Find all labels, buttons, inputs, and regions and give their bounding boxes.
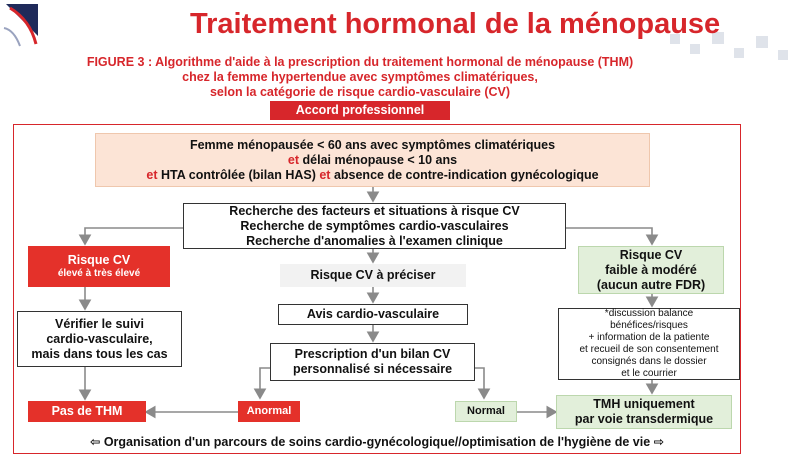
high-risk-line: élevé à très élevé [57, 268, 141, 279]
cv-advice-box: Avis cardio-vasculaire [278, 304, 468, 325]
cv-research-box [183, 203, 566, 249]
discussion-line: + information de la patiente [588, 332, 710, 343]
tmh-transdermal-box [556, 395, 732, 429]
verify-line: mais dans tous les cas [31, 346, 168, 361]
care-pathway-footer: ⇦ Organisation d'un parcours de soins cardio-gynécologique//optimisation de l'hygiène de vie ⇨ [89, 434, 665, 449]
prescription-line: personnalisé si nécessaire [292, 362, 453, 376]
start-line-1: Femme ménopausée < 60 ans avec symptômes climatériques [189, 137, 556, 152]
high-risk-line: Risque CV [67, 253, 131, 267]
arrow-research-to-low-risk [566, 228, 652, 244]
prescription-line: Prescription d'un bilan CV [294, 347, 451, 361]
discussion-line: et le courrier [621, 368, 677, 379]
research-line: Recherche des facteurs et situations à risque CV [229, 203, 520, 218]
research-line: Recherche de symptômes cardio-vasculaires [240, 218, 509, 233]
and-keyword: et [319, 167, 331, 182]
start-line-3 [146, 168, 598, 183]
normal-box: Normal [455, 401, 517, 422]
tmh-line: par voie transdermique [574, 412, 714, 426]
verify-line: cardio-vasculaire, [46, 331, 153, 346]
arrow-prescription-to-normal [475, 368, 484, 398]
low-risk-line: Risque CV [619, 247, 683, 262]
start-line-2 [288, 153, 457, 168]
discussion-line: et recueil de son consentement [579, 344, 719, 355]
start-criteria-box [95, 133, 650, 187]
figure-caption-line: chez la femme hypertendue avec symptômes climatériques, [182, 70, 538, 84]
risk-to-specify-box: Risque CV à préciser [280, 264, 466, 287]
verify-line: Vérifier le suivi [55, 316, 144, 331]
no-thm-box: Pas de THM [28, 401, 146, 422]
research-line: Recherche d'anomalies à l'examen clinique [246, 233, 503, 248]
page-title: Traitement hormonal de la ménopause [190, 8, 721, 40]
start-line-3-text: HTA contrôlée (bilan HAS) [157, 167, 320, 182]
verify-cv-follow-up-box [17, 311, 182, 367]
arrow-research-to-high-risk [85, 228, 183, 244]
start-line-2-text: délai ménopause < 10 ans [299, 152, 458, 167]
arrow-prescription-to-anormal [260, 368, 270, 398]
discussion-line: bénéfices/risques [610, 320, 688, 331]
abnormal-box: Anormal [238, 401, 300, 422]
tmh-line: TMH uniquement [593, 397, 695, 411]
prescription-box [270, 343, 475, 381]
discussion-line: consignés dans le dossier [591, 356, 707, 367]
accord-professionnel-badge: Accord professionnel [270, 101, 450, 120]
start-line-3-rest: absence de contre-indication gynécologique [330, 167, 599, 182]
low-risk-line: faible à modéré [605, 262, 697, 277]
high-risk-box [28, 246, 170, 287]
and-keyword: et [146, 167, 158, 182]
discussion-box [558, 308, 740, 380]
figure-caption-line: selon la catégorie de risque cardio-vasculaire (CV) [209, 85, 511, 99]
and-keyword: et [287, 152, 300, 167]
low-risk-box [578, 246, 724, 294]
discussion-line: *discussion balance [604, 308, 694, 319]
low-risk-line: (aucun autre FDR) [596, 277, 706, 292]
figure-caption-line: FIGURE 3 : Algorithme d'aide à la prescription du traitement hormonal de ménopause (THM) [86, 55, 634, 69]
